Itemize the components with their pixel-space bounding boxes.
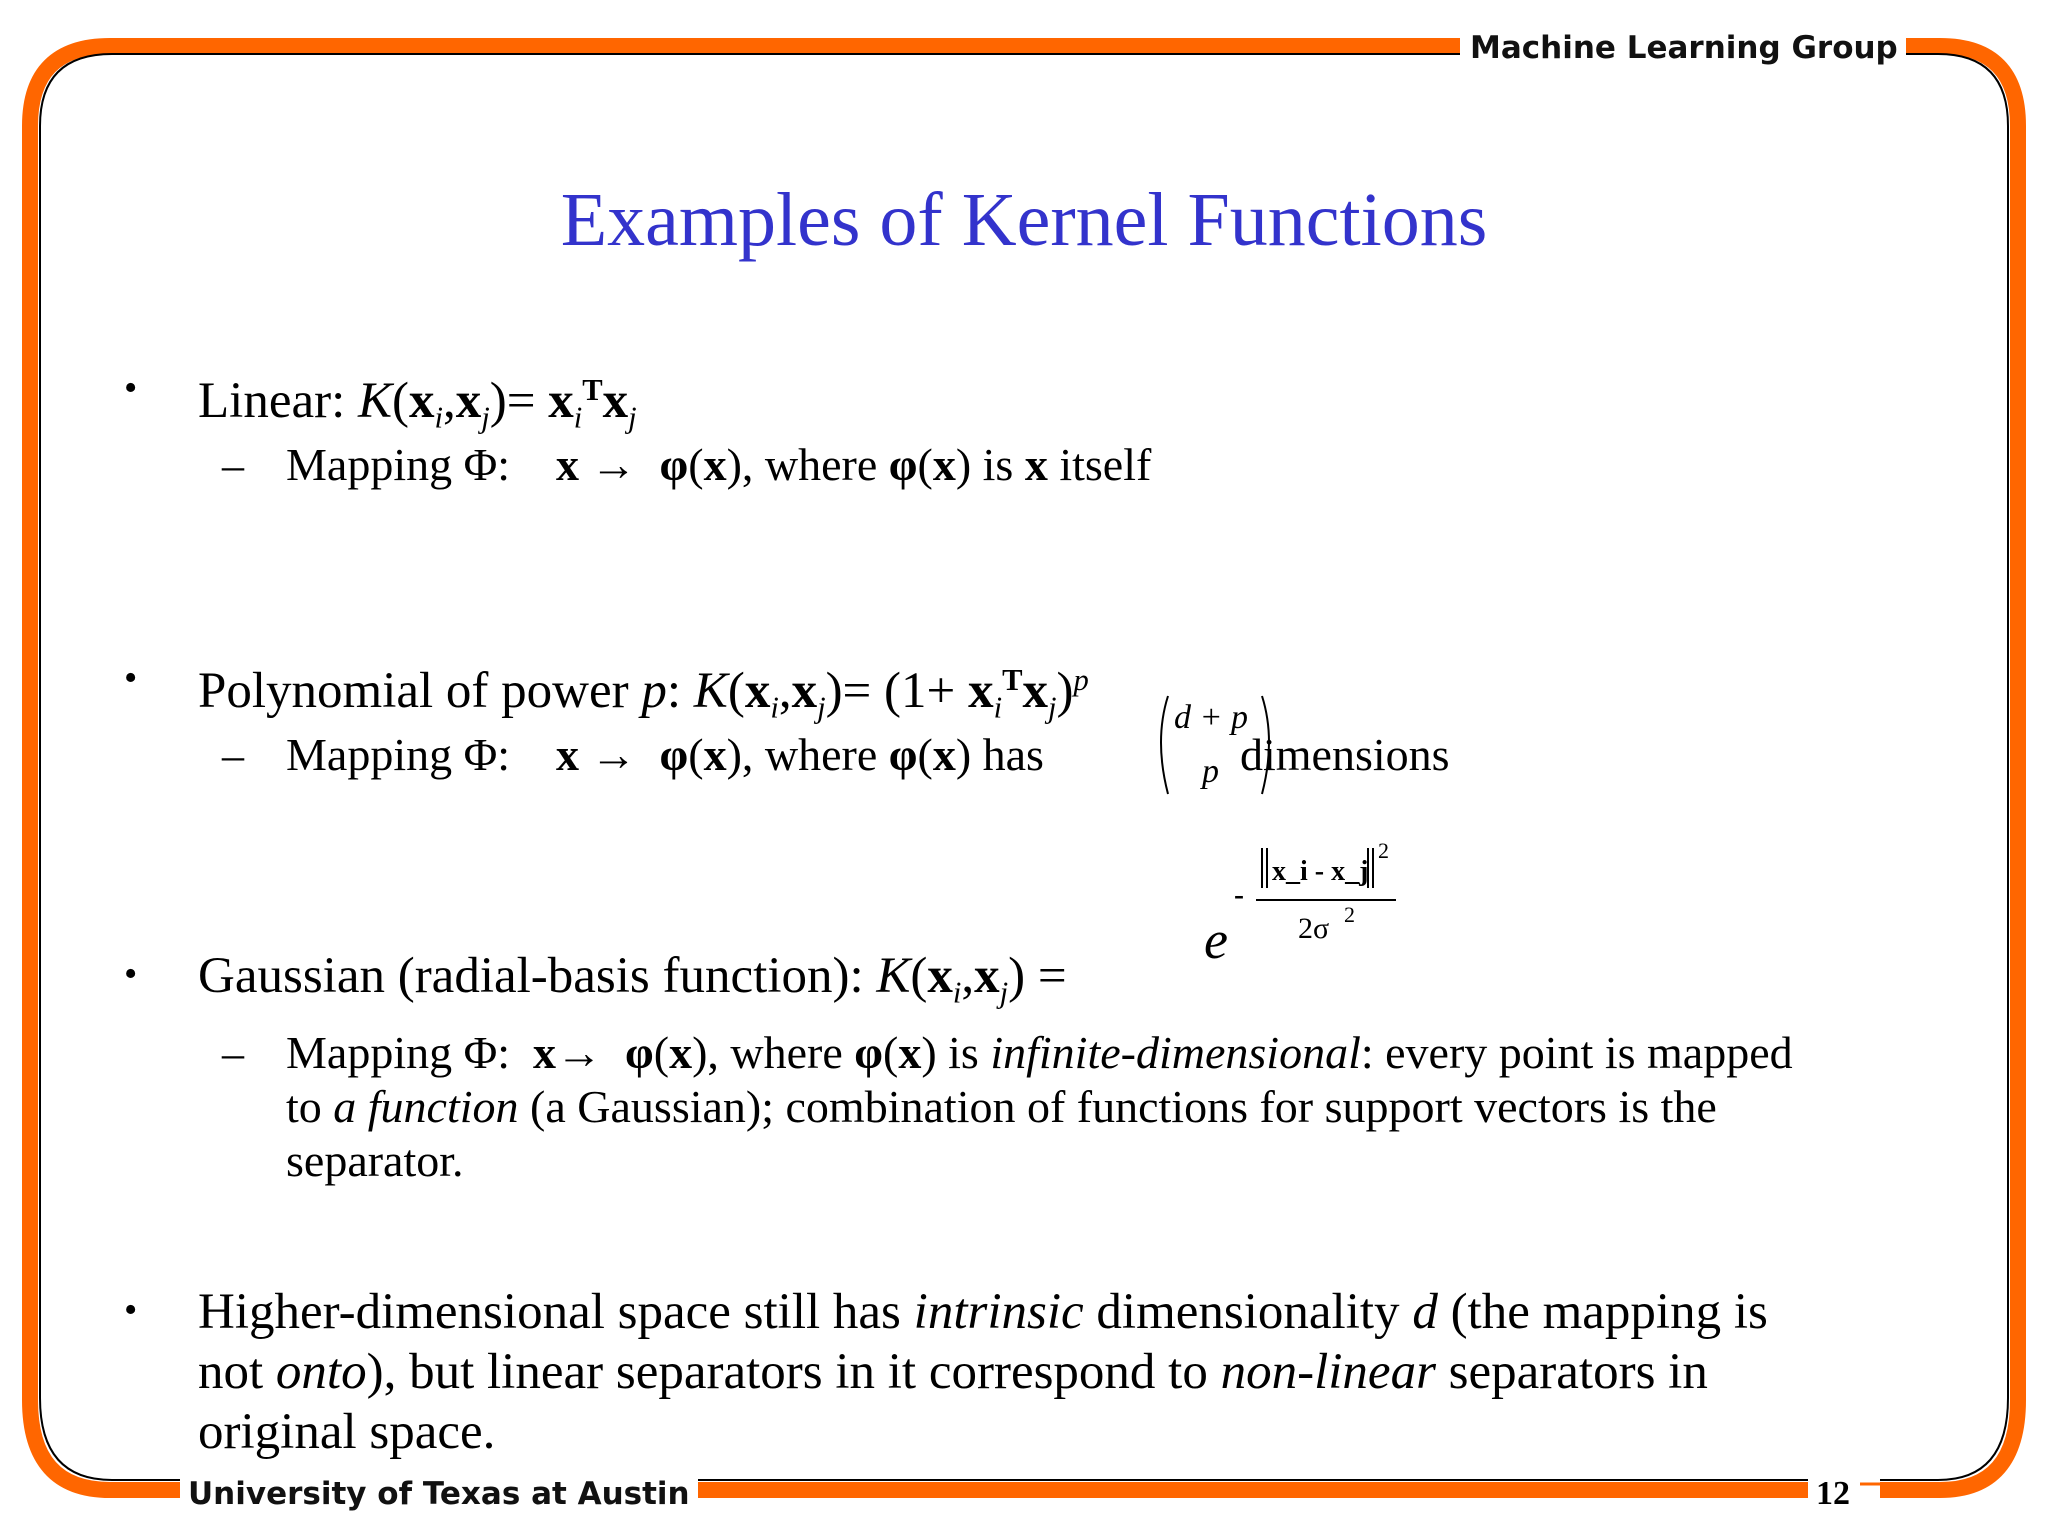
bullet-linear: Linear: $K(x_i,x_j)= x_i^Tx_j$ (198, 372, 637, 435)
bullet-dot: • (124, 367, 138, 409)
power-p: p (641, 662, 667, 719)
bullet-text: ), but linear separators in it correspond to (366, 1344, 1221, 1400)
exp-minus: - (1234, 878, 1244, 911)
mapping-text: has (971, 729, 1044, 780)
sub-linear-mapping: Mapping Φ: x → φ(x), where φ(x) is x itself (286, 439, 1152, 490)
mapping-text: , where (741, 439, 889, 490)
group-label: Machine Learning Group (1462, 28, 1906, 68)
sub-gaussian-mapping-line3: separator. (286, 1135, 464, 1186)
university-label: University of Texas at Austin (180, 1474, 698, 1514)
exp-denominator: 2σ (1298, 912, 1330, 945)
equals-sign: = (1025, 948, 1067, 1004)
bullet-text: not (198, 1344, 276, 1400)
bullet-dot: • (124, 657, 138, 699)
bullet-emphasis: intrinsic (913, 1284, 1084, 1340)
mapping-text: is (971, 439, 1025, 490)
bullet-gaussian: Gaussian (radial-basis function): $K(x_i,x_j)$ = (198, 948, 1067, 1010)
sub-dash: – (222, 1029, 244, 1078)
sub-gaussian-mapping-line2 (286, 1080, 1717, 1134)
mapping-text: itself (1047, 439, 1152, 490)
gaussian-exponent (1200, 830, 1410, 980)
bullet-polynomial: Polynomial of power p: $K(x_i,x_j)= (1+ x_i^Tx_j)^p$ (198, 662, 1089, 725)
binom-bottom: p (1202, 753, 1219, 790)
mapping-label: Mapping Φ: (286, 1027, 511, 1078)
bullet-dot: • (124, 1289, 138, 1331)
slide-title: Examples of Kernel Functions (560, 178, 1488, 262)
mapping-text: , where (707, 1027, 855, 1078)
mapping-text: is (936, 1027, 991, 1078)
exp-base: e (1204, 910, 1228, 970)
bullet-higher-line3: original space. (198, 1404, 496, 1460)
bullet-label: Linear: (198, 372, 358, 429)
bullet-higher-line1 (198, 1282, 1768, 1342)
bullet-higher-line2 (198, 1342, 1708, 1402)
mapping-label: Mapping Φ: (286, 439, 511, 490)
mapping-label: Mapping Φ: (286, 729, 511, 780)
exp-numerator: x_i - x_j (1272, 856, 1369, 887)
bullet-emphasis: d (1412, 1284, 1438, 1340)
bullet-emphasis: onto (275, 1344, 367, 1400)
bullet-emphasis: non-linear (1220, 1344, 1436, 1400)
sub-gaussian-mapping-line1: Mapping Φ: x→ φ(x), where φ(x) is infinite-dimensional: every point is mapped (286, 1027, 1793, 1078)
bullet-text: separators in (1435, 1344, 1708, 1400)
bullet-text: dimensionality (1083, 1284, 1413, 1340)
dimensions-text: dimensions (1240, 729, 1450, 780)
exp-den-power: 2 (1344, 902, 1355, 927)
mapping-emphasis: a function (333, 1081, 519, 1132)
mapping-text: (a Gaussian); combination of functions for support vectors is the (518, 1081, 1717, 1132)
bullet-text: (the mapping is (1437, 1284, 1768, 1340)
exp-num-power: 2 (1378, 838, 1389, 863)
bullet-label: Gaussian (radial-basis function): (198, 948, 877, 1004)
mapping-text: : every point is mapped (1360, 1027, 1793, 1078)
bullet-dot: • (124, 953, 138, 995)
bullet-text: Higher-dimensional space still has (198, 1284, 914, 1340)
page-number: 12 (1808, 1473, 1858, 1515)
bullet-label: Polynomial of power (198, 662, 642, 719)
mapping-emphasis: infinite-dimensional (990, 1027, 1361, 1078)
sub-polynomial-mapping: Mapping Φ: x → φ(x), where φ(x) has (286, 729, 1044, 780)
sub-dash: – (222, 441, 244, 490)
sub-dash: – (222, 731, 244, 780)
mapping-text: , where (741, 729, 889, 780)
mapping-text: to (286, 1081, 334, 1132)
binom-top: d + p (1174, 699, 1248, 736)
